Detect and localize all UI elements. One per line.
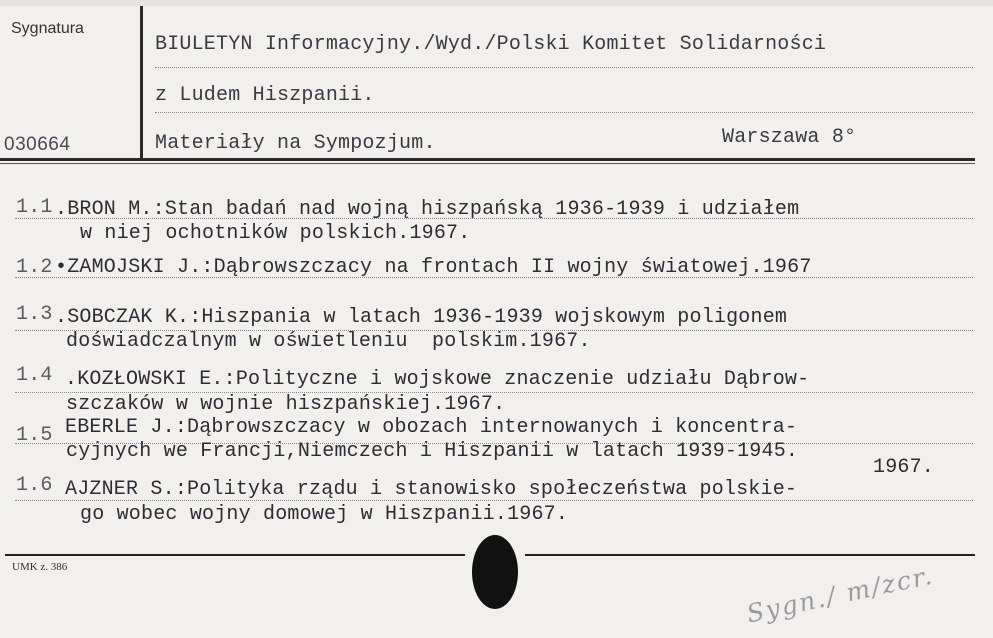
guide-line xyxy=(155,112,973,113)
header-line-1: BIULETYN Informacyjny./Wyd./Polski Komitet Solidarności xyxy=(155,33,827,56)
entry-line: szczaków w wojnie hiszpańskiej.1967. xyxy=(66,393,506,416)
entry-line: .KOZŁOWSKI E.:Polityczne i wojskowe znaczenie udziału Dąbrow- xyxy=(65,368,810,391)
entry-number: 1.3 xyxy=(16,303,53,326)
card-top-edge xyxy=(0,0,993,6)
entry-line: cyjnych we Francji,Niemczech i Hiszpanii w latach 1939-1945. xyxy=(66,440,799,463)
signature-number: 030664 xyxy=(4,134,71,155)
header-line-2: z Ludem Hiszpanii. xyxy=(155,84,375,107)
entry-number: 1.6 xyxy=(16,474,53,497)
entry-line: AJZNER S.:Polityka rządu i stanowisko społeczeństwa polskie- xyxy=(65,478,798,501)
entry-year-overtype: 1967. xyxy=(873,456,935,479)
guide-line xyxy=(155,67,973,68)
signature-label: Sygnatura xyxy=(11,20,84,37)
entry-number: 1.2 xyxy=(16,256,53,279)
entry-line: .SOBCZAK K.:Hiszpania w latach 1936-1939 wojskowym poligonem xyxy=(55,306,788,329)
header-line-3: Materiały na Sympozjum. xyxy=(155,132,436,155)
entry-number: 1.1 xyxy=(16,196,53,219)
entry-line: .BRON M.:Stan badań nad wojną hiszpańską 1936-1939 i udziałem xyxy=(55,198,800,221)
entry-line: •ZAMOJSKI J.:Dąbrowszczacy na frontach II wojny światowej.1967 xyxy=(55,256,812,279)
bottom-rule-left xyxy=(5,554,465,556)
entry-line: go wobec wojny domowej w Hiszpanii.1967. xyxy=(80,503,569,526)
bottom-rule-right xyxy=(525,554,975,556)
footer-label: UMK z. 386 xyxy=(12,561,68,573)
entry-line: EBERLE J.:Dąbrowszczacy w obozach internowanych i koncentra- xyxy=(65,416,798,439)
header-rule-thin xyxy=(0,163,975,164)
vertical-rule xyxy=(140,6,143,161)
entry-line: w niej ochotników polskich.1967. xyxy=(80,222,471,245)
entry-number: 1.5 xyxy=(16,424,53,447)
place-format: Warszawa 8° xyxy=(722,126,857,149)
handwritten-note: Sygn./ m/zcr. xyxy=(744,560,937,629)
entry-line: doświadczalnym w oświetleniu polskim.1967. xyxy=(66,330,591,353)
header-rule-thick xyxy=(0,158,975,161)
entry-number: 1.4 xyxy=(16,364,53,387)
punch-hole xyxy=(472,535,518,609)
